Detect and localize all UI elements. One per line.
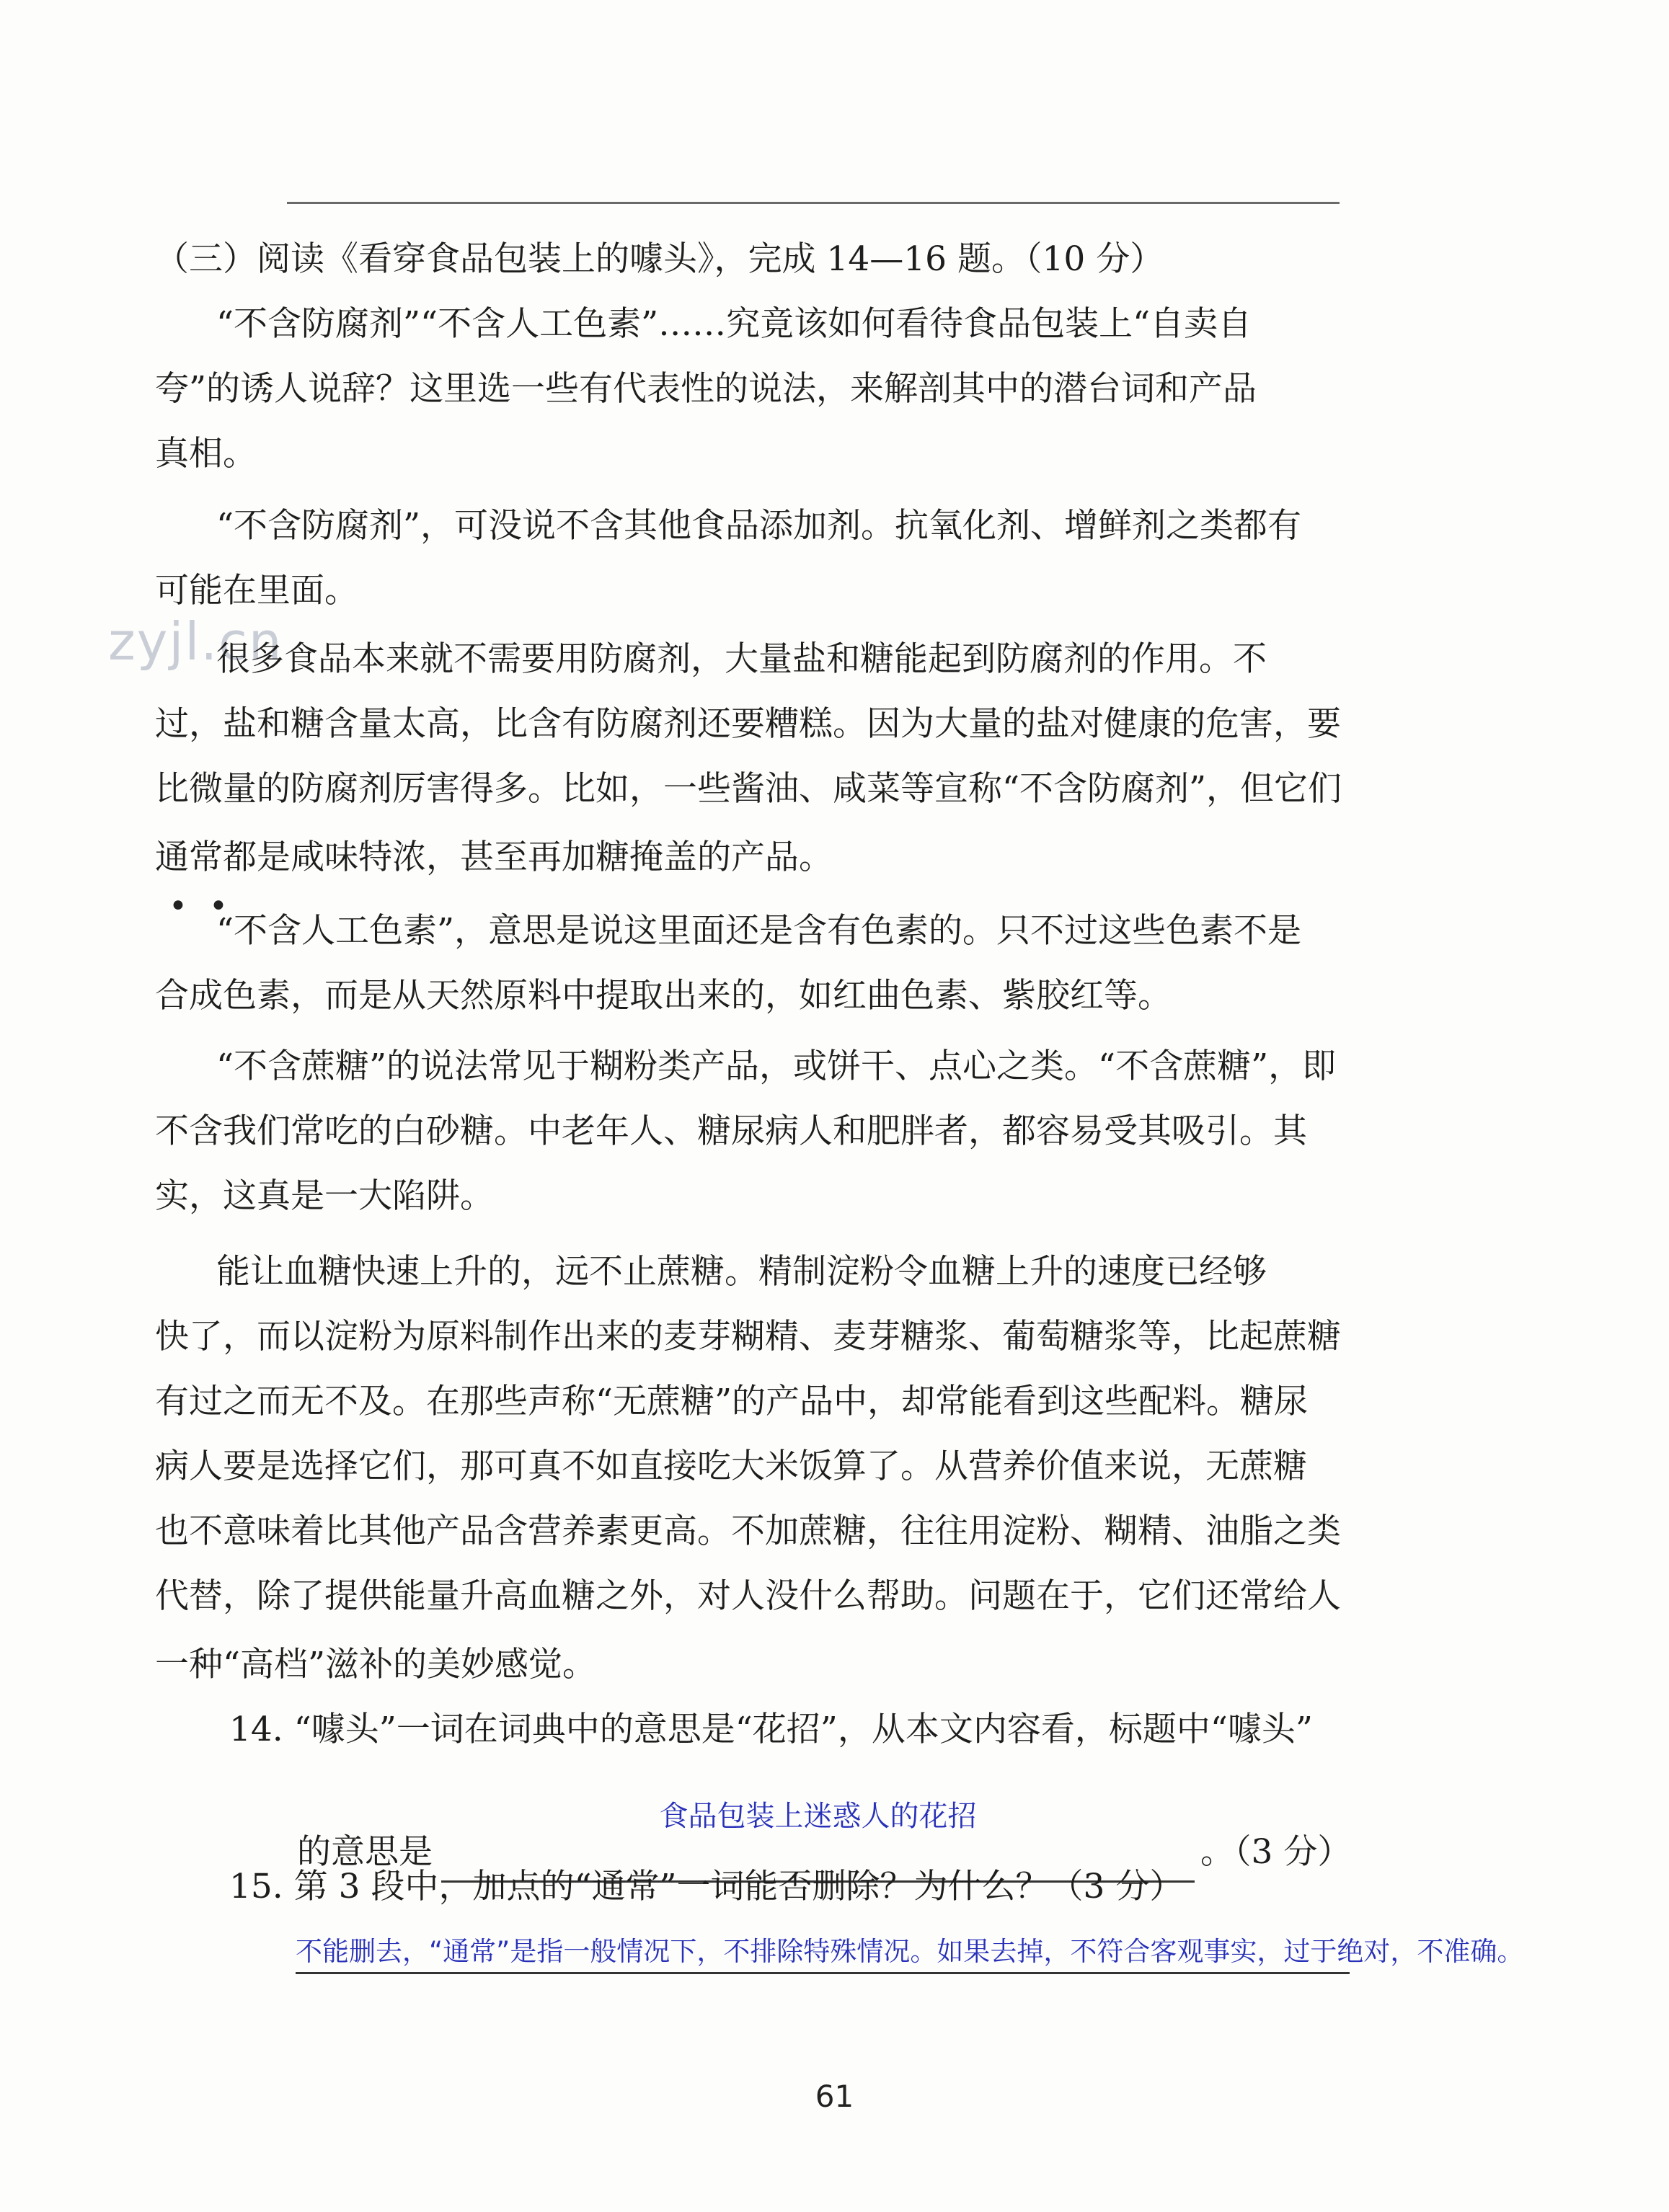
paragraph-line: 合成色素，而是从天然原料中提取出来的，如红曲色素、紫胶红等。: [155, 976, 1172, 1016]
paragraph-line: 能让血糖快速上升的，远不止蔗糖。精制淀粉令血糖上升的速度已经够: [216, 1252, 1267, 1292]
question-text: 第 3 段中，加点的“通常”一词能否删除？为什么？（3 分）: [293, 1867, 1184, 1906]
paragraph-line: 代替，除了提供能量升高血糖之外，对人没什么帮助。问题在于，它们还常给人: [155, 1576, 1341, 1616]
question-15: [229, 1865, 1426, 1909]
paragraph-line: 比微量的防腐剂厉害得多。比如，一些酱油、咸菜等宣称“不含防腐剂”，但它们: [155, 769, 1342, 809]
paragraph-line: 有过之而无不及。在那些声称“无蔗糖”的产品中，却常能看到这些配料。糖尿: [155, 1382, 1309, 1421]
paragraph-line: 一种“高档”滋补的美妙感觉。: [155, 1645, 597, 1684]
paragraph-line: 不含我们常吃的白砂糖。中老年人、糖尿病人和肥胖者，都容易受其吸引。其: [155, 1111, 1307, 1151]
answer-15: 不能删去，“通常”是指一般情况下，不排除特殊情况。如果去掉，不符合客观事实，过于绝对，不准确。: [296, 1936, 1524, 1967]
top-rule: [287, 202, 1340, 204]
question-14-prefix: 的意思是: [297, 1832, 433, 1872]
answer-line[interactable]: [296, 1972, 1350, 1974]
paragraph-line: 通常都是咸味特浓，甚至再加糖掩盖的产品。: [155, 838, 833, 877]
paragraph-line: 快了，而以淀粉为原料制作出来的麦芽糊精、麦芽糖浆、葡萄糖浆等，比起蔗糖: [155, 1317, 1341, 1356]
paragraph-line: 过，盐和糖含量太高，比含有防腐剂还要糟糕。因为大量的盐对健康的危害，要: [155, 704, 1341, 744]
paragraph-line: 可能在里面。: [155, 571, 358, 610]
paragraph-line: 真相。: [155, 434, 257, 474]
paragraph-line: “不含防腐剂”，可没说不含其他食品添加剂。抗氧化剂、增鲜剂之类都有: [216, 506, 1302, 546]
paragraph-line: “不含人工色素”，意思是说这里面还是含有色素的。只不过这些色素不是: [216, 911, 1302, 951]
question-number: 14.: [229, 1710, 283, 1749]
section-heading: （三）阅读《看穿食品包装上的噱头》，完成 14—16 题。（10 分）: [155, 239, 1164, 279]
question-14-suffix: 。（3 分）: [1200, 1832, 1352, 1872]
question-number: 15.: [229, 1867, 283, 1906]
paragraph-line: “不含蔗糖”的说法常见于糊粉类产品，或饼干、点心之类。“不含蔗糖”，即: [216, 1047, 1337, 1086]
answer-14: 食品包装上迷惑人的花招: [659, 1800, 977, 1833]
paragraph-line: 也不意味着比其他产品含营养素更高。不加蔗糖，往往用淀粉、糊精、油脂之类: [155, 1511, 1341, 1551]
page-number: 61: [815, 2079, 854, 2114]
paragraph-line: “不含防腐剂”“不含人工色素”……究竟该如何看待食品包装上“自卖自: [216, 304, 1252, 344]
watermark: zyjl.cn: [108, 611, 283, 672]
question-text: “噱头”一词在词典中的意思是“花招”，从本文内容看，标题中“噱头”: [293, 1710, 1313, 1749]
question-14: [229, 1708, 1426, 1751]
paragraph-line: 实，这真是一大陷阱。: [155, 1176, 494, 1216]
emphasis-dots: ••: [169, 888, 249, 925]
paragraph-line: 很多食品本来就不需要用防腐剂，大量盐和糖能起到防腐剂的作用。不: [216, 639, 1267, 679]
paragraph-line: 夸”的诱人说辞？这里选一些有代表性的说法，来解剖其中的潜台词和产品: [155, 369, 1257, 409]
paragraph-line: 病人要是选择它们，那可真不如直接吃大米饭算了。从营养价值来说，无蔗糖: [155, 1447, 1307, 1486]
